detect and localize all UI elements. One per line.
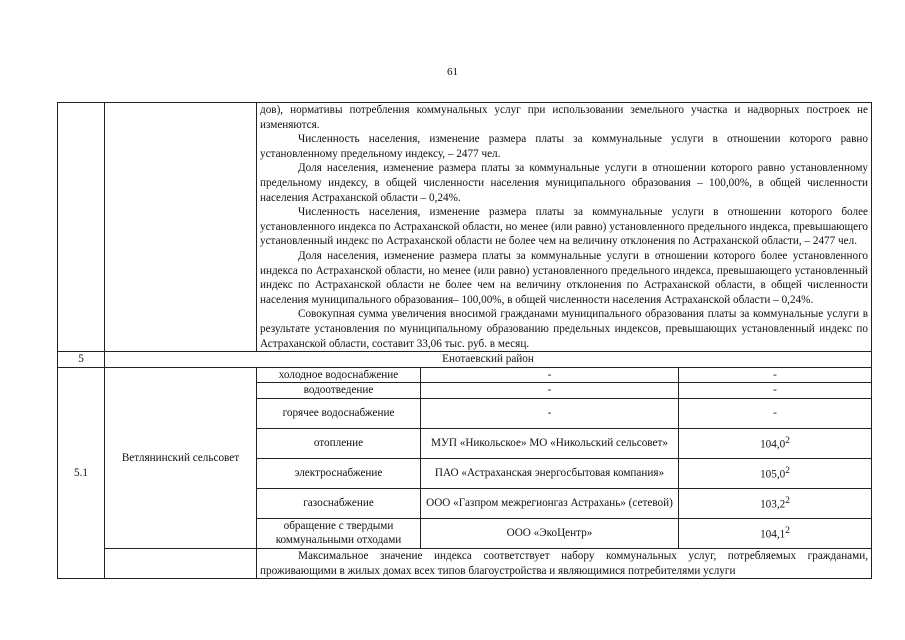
- intro-paragraph: дов), нормативы потребления коммунальных услуг при использовании земельного участка и надворных построек не изменяются.: [260, 104, 869, 131]
- table-row-service: [58, 367, 872, 383]
- service-provider: ПАО «Астраханская энергосбытовая компания»: [421, 458, 679, 488]
- service-name: газоснабжение: [257, 488, 421, 518]
- intro-paragraph: Численность населения, изменение размера платы за коммунальные услуги в отношении которого равно установленному предельному индексу, – 2477 чел.: [260, 133, 869, 160]
- intro-paragraph: Численность населения, изменение размера платы за коммунальные услуги в отношении которого более установленного индекса по Астраханской области, но менее (или равно) установленного предельного индекса, превышающего установленный индекс по Астраханской области не более чем на величину отклонения по Астраханской области, – 2477 чел.: [260, 206, 869, 248]
- index-footnote-mark: 2: [785, 526, 790, 537]
- index-value: -: [679, 367, 872, 383]
- intro-paragraph: Доля населения, изменение размера платы за коммунальные услуги в отношении которого более установленного индекса по Астраханской области, но менее (или равно) установленного предельного индекса, превышающего установленный индекс по Астраханской области не более чем на величину отклонения по Астраханской области, в общей численности населения муниципального образования– 100,00%, в общей численности населения Астраханской области – 0,24%.: [260, 249, 869, 306]
- intro-settlement-cell: [105, 103, 257, 352]
- section-number: 5: [58, 352, 105, 368]
- intro-paragraph: Совокупная сумма увеличения вносимой гражданами муниципального образования платы за коммунальные услуги в результате установления по муниципальному образованию предельных индексов, превышающих установленный индекс по Астраханской области, составит 33,06 тыс. руб. в месяц.: [260, 308, 869, 350]
- index-value-number: 104,0: [760, 438, 786, 451]
- index-footnote-mark: 2: [785, 436, 790, 447]
- index-value: -: [679, 398, 872, 428]
- service-name: обращение с твердыми коммунальными отходами: [257, 518, 421, 548]
- service-name: горячее водоснабжение: [257, 398, 421, 428]
- index-footnote-mark: 2: [785, 496, 790, 507]
- index-footnote-mark: 2: [785, 466, 790, 477]
- footer-text-cell: [257, 549, 872, 579]
- table-row-intro: [58, 103, 872, 352]
- index-value: [679, 488, 872, 518]
- service-provider: ООО «ЭкоЦентр»: [421, 518, 679, 548]
- settlement-name: [105, 367, 257, 548]
- footer-paragraph: Максимальное значение индекса соответствует набору коммунальных услуг, потребляемых гражданами, проживающими в жилых домах всех типов благоустройства и являющимися потребителями услуги: [260, 550, 869, 577]
- index-value: [679, 518, 872, 548]
- intro-paragraph: Доля населения, изменение размера платы за коммунальные услуги в отношении которого равно установленному предельному индексу, в общей численности населения муниципального образования – 100,00%, в общей численности населения Астраханской области – 0,24%.: [260, 162, 869, 204]
- index-value: [679, 458, 872, 488]
- service-provider: -: [421, 383, 679, 399]
- service-name: электроснабжение: [257, 458, 421, 488]
- service-name: отопление: [257, 428, 421, 458]
- subsection-number: 5.1: [58, 367, 105, 579]
- index-value-number: 103,2: [760, 498, 786, 511]
- table-row-section: [58, 352, 872, 368]
- table-row-footer: [58, 549, 872, 579]
- settlement-label: Ветлянинский сельсовет: [121, 451, 240, 464]
- service-provider: МУП «Никольское» МО «Никольский сельсовет»: [421, 428, 679, 458]
- service-provider: -: [421, 398, 679, 428]
- index-value: [679, 428, 872, 458]
- service-name: холодное водоснабжение: [257, 367, 421, 383]
- document-table: [57, 102, 872, 579]
- index-value-number: 104,1: [760, 529, 786, 542]
- index-value-number: 105,0: [760, 468, 786, 481]
- section-title: Енотаевский район: [105, 352, 872, 368]
- service-provider: -: [421, 367, 679, 383]
- intro-number-cell: [58, 103, 105, 352]
- intro-text-cell: [257, 103, 872, 352]
- index-value: -: [679, 383, 872, 399]
- footer-settlement-cell: [105, 549, 257, 579]
- service-name: водоотведение: [257, 383, 421, 399]
- service-provider: ООО «Газпром межрегионгаз Астрахань» (сетевой): [421, 488, 679, 518]
- page-number: 61: [447, 66, 458, 78]
